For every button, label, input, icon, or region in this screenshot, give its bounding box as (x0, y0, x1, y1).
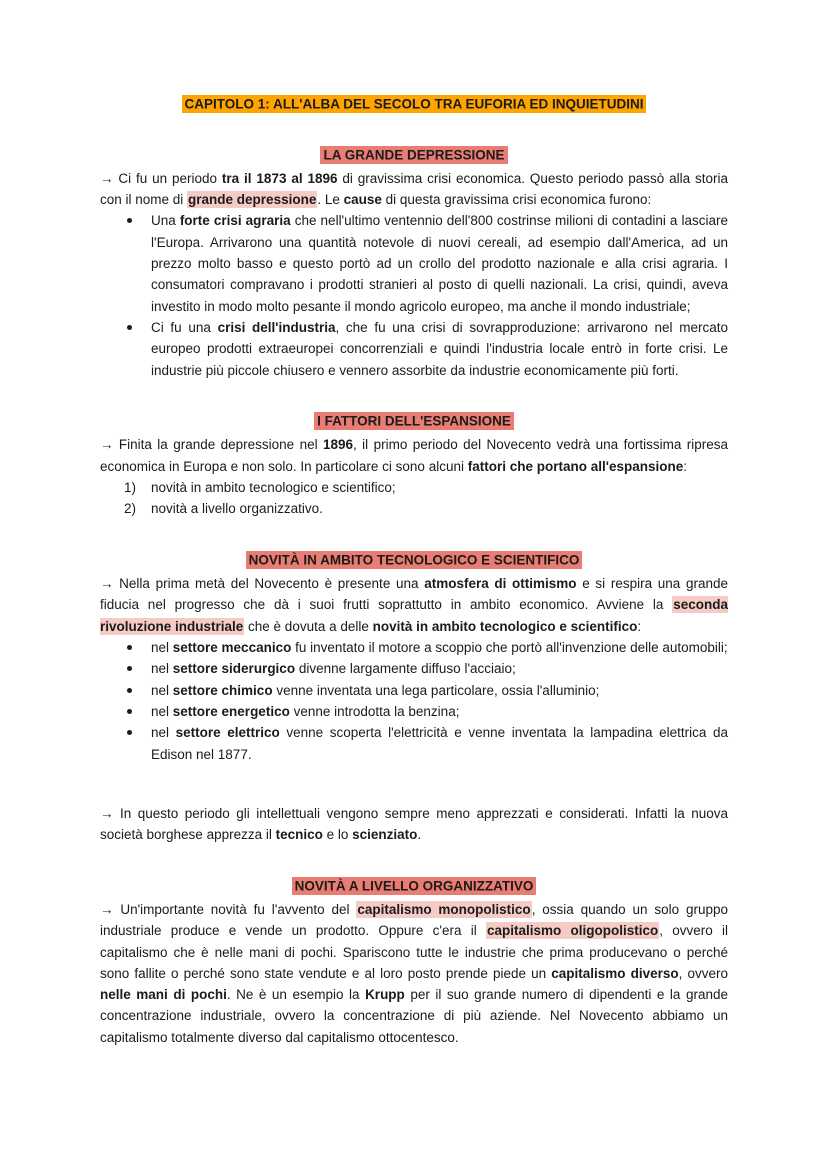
paragraph (100, 168, 728, 211)
text-run: settore siderurgico (172, 661, 296, 677)
text-run: , il primo periodo del Novecento vedrà una fortissima ripresa economica in Europa e non solo. In particolare ci sono alcuni (100, 437, 728, 474)
paragraph (100, 899, 728, 1048)
list-item (100, 658, 728, 679)
list-item (100, 210, 728, 317)
bullet-list (100, 210, 728, 381)
text-run: fu inventato il motore a scoppio che portò all'invenzione delle automobili; (291, 639, 728, 655)
text-run: crisi dell'industria (217, 319, 336, 335)
text-run: tra il 1873 al 1896 (221, 170, 338, 186)
text-run: di questa gravissima crisi economica furono: (381, 191, 652, 207)
text-run: CAPITOLO 1: ALL'ALBA DEL SECOLO TRA EUFORIA ED INQUIETUDINI (182, 95, 647, 113)
text-run: : (683, 458, 687, 474)
text-run: scienziato (352, 827, 418, 843)
text-run: nel (151, 725, 176, 741)
list-item (100, 477, 728, 498)
text-run: di gravissima crisi economica. Questo periodo passò alla storia con il nome di (100, 170, 729, 207)
text-run: e lo (322, 827, 353, 843)
text-run: capitalismo oligopolistico (486, 923, 659, 939)
text-run: capitalismo diverso (551, 965, 679, 981)
text-run: venne introdotta la benzina; (289, 703, 460, 719)
text-run: Krupp (365, 987, 405, 1003)
text-run: LA GRANDE DEPRESSIONE (320, 146, 507, 164)
text-run: nel (151, 703, 173, 719)
section-heading (100, 876, 728, 897)
text-run: NOVITÀ IN AMBITO TECNOLOGICO E SCIENTIFICO (246, 551, 583, 569)
text-run: atmosfera di ottimismo (424, 575, 577, 591)
text-run: novità a livello organizzativo. (151, 501, 323, 517)
text-run: Una (151, 213, 180, 229)
text-run: novità in ambito tecnologico e scientifico; (151, 479, 396, 495)
text-run: nel (151, 639, 173, 655)
text-run: , ovvero il capitalismo che è nelle mani di pochi. Spariscono tutte le industrie che prima producevano o perché sono fallite o perché sono state vendute e al loro posto prende piede un (100, 923, 728, 981)
section-heading (100, 550, 728, 571)
text-run: nel (151, 682, 173, 698)
text-run: : (637, 618, 642, 634)
text-run: , che fu una crisi di sovrapproduzione: arrivarono nel mercato europeo prodotti extraeuropei concorrenziali e quindi l'industria locale entrò in forte crisi. Le industrie più piccole chiusero e vennero assorbite da industrie economicamente più forti. (151, 319, 728, 378)
text-run: . Ne è un esempio la (226, 987, 366, 1003)
text-run: . (417, 827, 422, 843)
text-run: novità in ambito tecnologico e scientifico (372, 618, 638, 634)
document-body (100, 93, 728, 1048)
text-run: nelle mani di pochi (100, 987, 227, 1003)
text-run: , ossia quando un solo gruppo industriale produce e vende un prodotto. Oppure c'era il (100, 901, 729, 939)
list-item (100, 701, 728, 722)
text-run: tecnico (275, 827, 323, 843)
text-run: . Le (317, 191, 344, 207)
bullet-list (100, 637, 728, 765)
section-heading (100, 144, 728, 165)
numbered-list (100, 477, 728, 520)
text-run: NOVITÀ A LIVELLO ORGANIZZATIVO (292, 877, 537, 895)
text-run: → Un'importante novità fu l'avvento del (100, 901, 357, 917)
text-run: , ovvero (678, 965, 728, 981)
text-run: → Finita la grande depressione nel (100, 437, 323, 453)
text-run: capitalismo monopolistico (357, 901, 531, 917)
list-item (100, 680, 728, 701)
paragraph (100, 434, 728, 477)
list-item (100, 317, 728, 381)
text-run: che nell'ultimo ventennio dell'800 costrinse milioni di contadini a lasciare l'Europa. Arrivarono una quantità notevole di nuovi cereali, ad esempio dall'America, ad un prezzo molto basso e questo portò ad un crollo del prodotto nazionale e alla crisi agraria. I consumatori compravano i prodotti stranieri al posto di quelli nazionali. La crisi, quindi, aveva investito in modo molto pesante il mondo agricolo europeo, ma anche il mondo industriale; (151, 213, 728, 314)
text-run: venne inventata una lega particolare, ossia l'alluminio; (272, 682, 600, 698)
text-run: divenne largamente diffuso l'acciaio; (295, 661, 516, 677)
text-run: forte crisi agraria (179, 213, 291, 229)
text-run: fattori che portano all'espansione (467, 458, 684, 474)
text-run: per il suo grande numero di dipendenti e la grande concentrazione industriale, ovvero la concentrazione di più aziende. Nel Novecento abbiamo un capitalismo totalmente diverso dal capitalismo ottocentesco. (100, 987, 728, 1045)
list-item (100, 498, 728, 519)
text-run: e si respira una grande fiducia nel progresso che dà i suoi frutti soprattutto in ambito economico. Avviene la (100, 575, 728, 613)
text-run: I FATTORI DELL'ESPANSIONE (314, 412, 514, 430)
document-title (100, 93, 728, 114)
text-run: Ci fu una (151, 319, 218, 335)
text-run: che è dovuta a delle (244, 618, 373, 634)
text-run: cause (343, 191, 382, 207)
text-run: → In questo periodo gli intellettuali vengono sempre meno apprezzati e considerati. Infatti la nuova società borghese apprezza il (100, 805, 728, 843)
text-run: nel (151, 661, 173, 677)
text-run: → Ci fu un periodo (100, 170, 222, 186)
text-run: settore elettrico (175, 725, 280, 741)
text-run: → Nella prima metà del Novecento è presente una (100, 575, 425, 591)
text-run: venne scoperta l'elettricità e venne inventata la lampadina elettrica da Edison nel 1877. (151, 725, 728, 762)
text-run: settore chimico (172, 682, 273, 698)
list-item (100, 637, 728, 658)
list-item (100, 722, 728, 765)
paragraph (100, 803, 728, 846)
text-run: grande depressione (188, 191, 317, 207)
section-heading (100, 411, 728, 432)
text-run: settore meccanico (172, 639, 292, 655)
paragraph (100, 573, 728, 637)
text-run: 1896 (322, 437, 354, 453)
text-run: settore energetico (172, 703, 290, 719)
text-run: seconda rivoluzione industriale (100, 597, 728, 634)
